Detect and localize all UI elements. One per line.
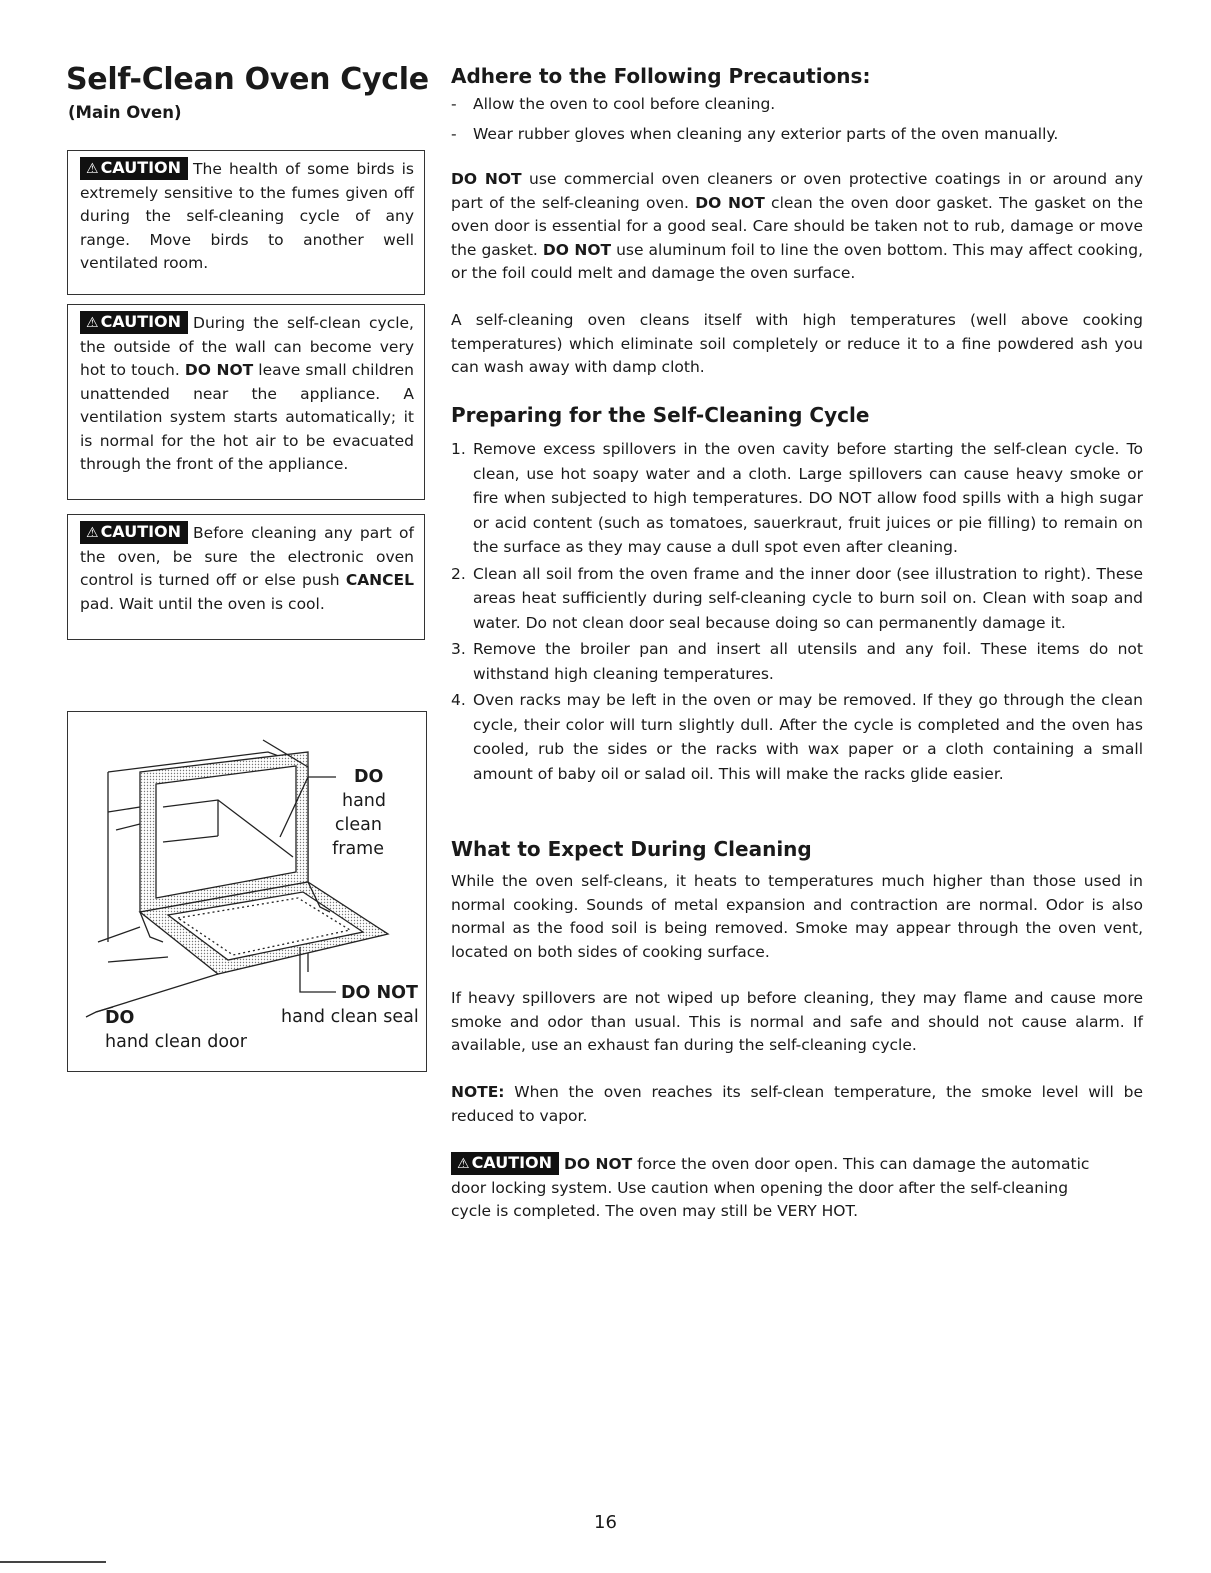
label-hand: hand	[341, 791, 386, 811]
caution-emphasis: CANCEL	[345, 571, 414, 589]
oven-drawing	[86, 740, 388, 1017]
label-hand-clean-door: hand clean door	[105, 1032, 247, 1052]
heading-expect: What to Expect During Cleaning	[451, 837, 812, 861]
label-donot-seal: DO NOT	[341, 983, 418, 1003]
caution-box-before-cleaning	[67, 514, 425, 640]
label-do-door: DO	[105, 1008, 135, 1028]
label-clean: clean	[334, 815, 382, 835]
caution-text: leave small children unattended near the appliance. A ventilation system starts automatically; it is normal for the hot air to be evacuated through the front of the appliance.	[80, 361, 414, 473]
caution-text: Before cleaning any part of the oven, be sure the electronic oven control is turned off or else push	[80, 524, 414, 589]
caution-badge: ⚠ CAUTION	[451, 1152, 559, 1175]
heading-precautions: Adhere to the Following Precautions:	[451, 64, 871, 88]
expect-paragraph-1: While the oven self-cleans, it heats to temperatures much higher than those used in normal cooking. Sounds of metal expansion and contraction are normal. Odor is also normal as the food soil is being removed. Smoke may appear through the oven vent, located on both sides of cooking surface.	[451, 872, 1143, 961]
bottom-rule	[0, 1561, 106, 1563]
label-hand-clean-seal: hand clean seal	[281, 1007, 419, 1027]
warning-triangle-icon: ⚠	[86, 525, 99, 541]
warning-triangle-icon: ⚠	[86, 161, 99, 177]
caution-text: The health of some birds is extremely sensitive to the fumes given off during the self-cleaning cycle of any range. Move birds to another well ventilated room.	[80, 160, 414, 272]
list-item: 2. Clean all soil from the oven frame and the inner door (see illustration to right). These areas heat sufficiently during self-cleaning cycle to burn soil on. Clean with soap and water. Do not clean door seal because doing so can permanently damage it.	[451, 564, 1143, 632]
caution-emphasis: DO NOT	[184, 361, 254, 379]
final-caution-paragraph: ⚠ CAUTION DO NOT force the oven door open. This can damage the automatic door locking system. Use caution when opening the door after the self-cleaning cycle is completed. The oven may still be VERY HOT.	[451, 1153, 1090, 1220]
label-frame: frame	[332, 839, 384, 859]
list-item: 3. Remove the broiler pan and insert all utensils and any foil. These items do not withstand high cleaning temperatures.	[451, 640, 1143, 683]
caution-box-birds	[67, 150, 425, 295]
page-title: Self-Clean Oven Cycle	[66, 62, 429, 97]
oven-door-illustration	[67, 711, 427, 1072]
list-item: 4. Oven racks may be left in the oven or may be removed. If they go through the clean cycle, their color will turn slightly dull. After the cycle is completed and the oven has cooled, rub the sides or the racks with wax paper or a cloth containing a small amount of baby oil or salad oil. This will make the racks glide easier.	[451, 691, 1143, 783]
precaution-item: - Allow the oven to cool before cleaning.	[451, 95, 776, 113]
donot-paragraph: DO NOT use commercial oven cleaners or oven protective coatings in or around any part of the self-cleaning oven. DO NOT clean the oven door gasket. The gasket on the oven door is essential for a good seal. Care should be taken not to rub, damage or move the gasket. DO NOT use aluminum foil to line the oven bottom. This may affect cooking, or the foil could melt and damage the oven surface.	[451, 170, 1143, 282]
page-number: 16	[594, 1512, 617, 1533]
warning-triangle-icon: ⚠	[457, 1156, 470, 1172]
caution-text: During the self-clean cycle, the outside of the wall can become very hot to touch.	[80, 314, 414, 379]
label-do-frame: DO	[354, 767, 384, 787]
note-paragraph: NOTE: When the oven reaches its self-clean temperature, the smoke level will be reduced to vapor.	[451, 1083, 1143, 1125]
caution-text: pad. Wait until the oven is cool.	[80, 594, 325, 613]
expect-paragraph-2: If heavy spillovers are not wiped up before cleaning, they may flame and cause more smoke and odor than usual. This is normal and safe and should not cause alarm. If available, use an exhaust fan during the self-cleaning cycle.	[451, 989, 1143, 1054]
caution-badge: ⚠ CAUTION	[80, 311, 188, 334]
preparing-steps-list	[451, 437, 1143, 788]
intro-paragraph: A self-cleaning oven cleans itself with high temperatures (well above cooking temperatures) which eliminate soil completely or reduce it to a fine powdered ash you can wash away with damp cloth.	[451, 311, 1143, 376]
page-subtitle: (Main Oven)	[68, 103, 182, 122]
caution-badge: ⚠ CAUTION	[80, 521, 188, 544]
warning-triangle-icon: ⚠	[86, 315, 99, 331]
caution-badge: ⚠ CAUTION	[80, 157, 188, 180]
caution-box-hot-wall	[67, 304, 425, 500]
precaution-item: - Wear rubber gloves when cleaning any exterior parts of the oven manually.	[451, 125, 1059, 143]
list-item: 1. Remove excess spillovers in the oven cavity before starting the self-clean cycle. To clean, use hot soapy water and a cloth. Large spillovers can cause heavy smoke or fire when subjected to high temperatures. DO NOT allow food spills with a high sugar or acid content (such as tomatoes, sauerkraut, fruit juices or pie filling) to remain on the surface as they may cause a dull spot even after cleaning.	[451, 440, 1143, 556]
heading-preparing: Preparing for the Self-Cleaning Cycle	[451, 403, 870, 427]
